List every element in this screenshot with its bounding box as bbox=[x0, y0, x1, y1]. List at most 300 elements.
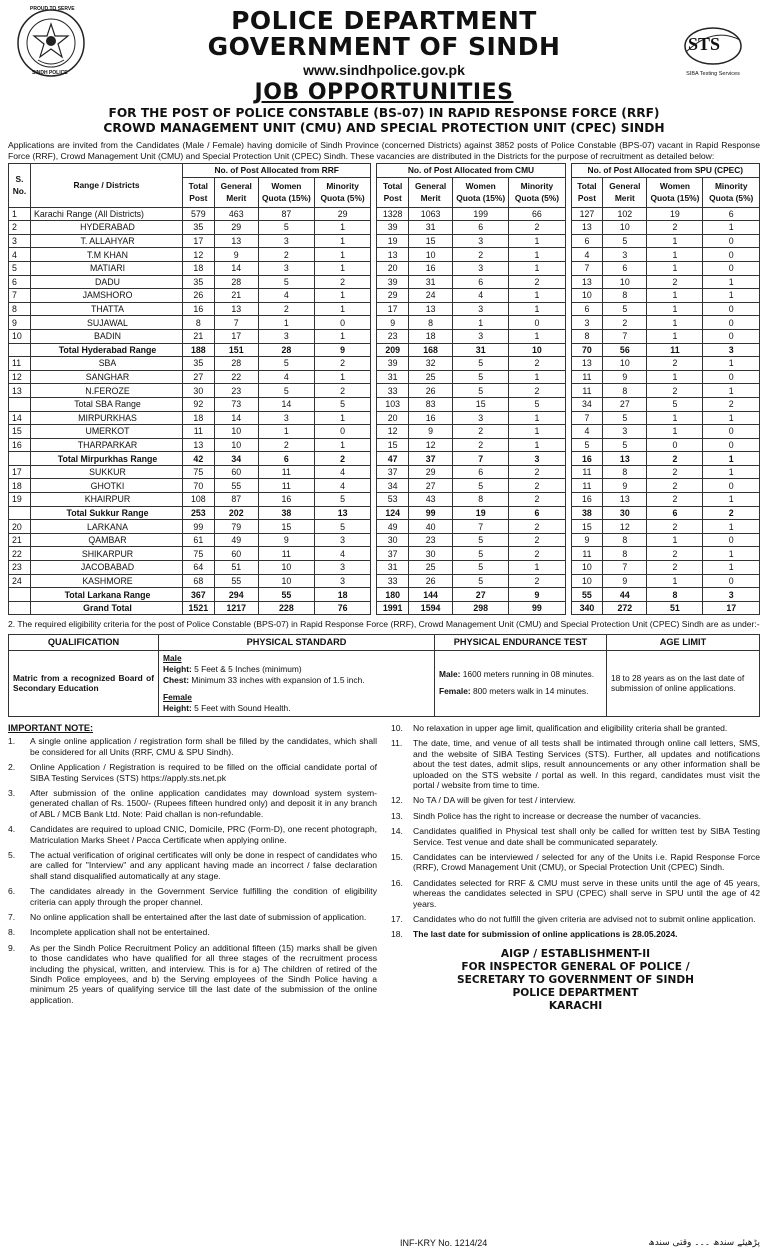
row-range-name: GHOTKI bbox=[31, 479, 183, 493]
group-spu: No. of Post Allocated from SPU (CPEC) bbox=[571, 164, 759, 178]
row-range-name: Grand Total bbox=[31, 601, 183, 615]
row-value: 27 bbox=[408, 479, 452, 493]
row-value: 31 bbox=[453, 343, 509, 357]
row-value: 6 bbox=[258, 452, 314, 466]
row-value: 37 bbox=[377, 547, 409, 561]
row-range-name: SUKKUR bbox=[31, 465, 183, 479]
row-value: 11 bbox=[571, 384, 603, 398]
row-value: 29 bbox=[214, 221, 258, 235]
row-value: 7 bbox=[453, 520, 509, 534]
row-value: 144 bbox=[408, 588, 452, 602]
row-value: 1 bbox=[703, 384, 760, 398]
row-value: 1 bbox=[314, 438, 370, 452]
row-value: 66 bbox=[509, 207, 565, 221]
note-text: No relaxation in upper age limit, qualification and eligibility criteria shall be granted. bbox=[413, 722, 728, 733]
phys-male-chest: Minimum 33 inches with expansion of 1.5 inch. bbox=[191, 674, 365, 685]
row-value: 21 bbox=[214, 289, 258, 303]
row-value: 209 bbox=[377, 343, 409, 357]
row-value: 39 bbox=[377, 357, 409, 371]
row-range-name: T.M KHAN bbox=[31, 248, 183, 262]
note-text: After submission of the online application candidates may download system system-generated challan of Rs. 1500/- (Rupees fifteen hundred only) and deposit it in any branch of ABL / MCB Bank Ltd. Note: Paid challan is non-refundable. bbox=[30, 787, 377, 819]
row-value: 55 bbox=[571, 588, 603, 602]
row-sno: 3 bbox=[9, 234, 31, 248]
row-sno: 5 bbox=[9, 261, 31, 275]
row-value: 16 bbox=[571, 452, 603, 466]
row-value: 28 bbox=[214, 357, 258, 371]
row-value: 39 bbox=[377, 221, 409, 235]
row-value: 6 bbox=[647, 506, 703, 520]
row-value: 26 bbox=[408, 384, 452, 398]
row-value: 272 bbox=[603, 601, 647, 615]
row-range-name: DADU bbox=[31, 275, 183, 289]
table-row bbox=[9, 588, 760, 602]
table-row bbox=[9, 520, 760, 534]
table-row bbox=[9, 302, 760, 316]
row-range-name: Total SBA Range bbox=[31, 397, 183, 411]
row-value: 5 bbox=[258, 221, 314, 235]
table-row bbox=[9, 506, 760, 520]
table-row bbox=[9, 479, 760, 493]
row-value: 49 bbox=[214, 533, 258, 547]
row-value: 11 bbox=[258, 547, 314, 561]
row-value: 2 bbox=[314, 384, 370, 398]
row-value: 0 bbox=[703, 329, 760, 343]
note-item bbox=[8, 762, 377, 783]
row-value: 87 bbox=[258, 207, 314, 221]
row-value: 367 bbox=[183, 588, 215, 602]
row-value: 2 bbox=[647, 221, 703, 235]
row-value: 5 bbox=[603, 302, 647, 316]
row-value: 1 bbox=[647, 411, 703, 425]
row-value: 9 bbox=[314, 343, 370, 357]
row-value: 24 bbox=[408, 289, 452, 303]
note-item bbox=[391, 738, 760, 790]
note-number: 2. bbox=[8, 762, 16, 773]
row-value: 37 bbox=[408, 452, 452, 466]
table-row bbox=[9, 574, 760, 588]
row-value: 6 bbox=[453, 465, 509, 479]
row-value: 13 bbox=[314, 506, 370, 520]
row-value: 180 bbox=[377, 588, 409, 602]
row-value: 127 bbox=[571, 207, 603, 221]
row-value: 11 bbox=[183, 425, 215, 439]
row-value: 1 bbox=[258, 316, 314, 330]
row-value: 10 bbox=[258, 561, 314, 575]
note-number: 9. bbox=[8, 942, 16, 953]
elig-head-qualification: QUALIFICATION bbox=[9, 634, 159, 650]
row-value: 13 bbox=[571, 357, 603, 371]
row-sno: 20 bbox=[9, 520, 31, 534]
row-sno bbox=[9, 601, 31, 615]
row-value: 1991 bbox=[377, 601, 409, 615]
table-row bbox=[9, 547, 760, 561]
row-value: 34 bbox=[377, 479, 409, 493]
row-value: 12 bbox=[603, 520, 647, 534]
row-sno: 1 bbox=[9, 207, 31, 221]
sub-head-cmu-2: Women Quota (15%) bbox=[453, 177, 509, 207]
row-value: 6 bbox=[509, 506, 565, 520]
row-value: 10 bbox=[258, 574, 314, 588]
row-value: 17 bbox=[183, 234, 215, 248]
row-value: 10 bbox=[603, 275, 647, 289]
row-value: 79 bbox=[214, 520, 258, 534]
row-value: 1 bbox=[703, 465, 760, 479]
note-item bbox=[8, 943, 377, 1005]
row-value: 1521 bbox=[183, 601, 215, 615]
row-value: 102 bbox=[603, 207, 647, 221]
row-value: 42 bbox=[183, 452, 215, 466]
row-value: 1 bbox=[647, 248, 703, 262]
emblem-text-bottom: SINDH POLICE bbox=[32, 70, 68, 76]
row-value: 1 bbox=[314, 234, 370, 248]
endur-male: 1600 meters running in 08 minutes. bbox=[462, 669, 595, 680]
row-value: 0 bbox=[314, 425, 370, 439]
row-value: 0 bbox=[703, 302, 760, 316]
row-value: 18 bbox=[183, 411, 215, 425]
row-value: 13 bbox=[571, 275, 603, 289]
row-range-name: Total Sukkur Range bbox=[31, 506, 183, 520]
row-value: 0 bbox=[314, 316, 370, 330]
row-value: 0 bbox=[703, 370, 760, 384]
row-value: 31 bbox=[377, 370, 409, 384]
row-value: 0 bbox=[703, 261, 760, 275]
row-value: 26 bbox=[408, 574, 452, 588]
row-value: 6 bbox=[453, 275, 509, 289]
row-value: 3 bbox=[453, 261, 509, 275]
sub-head-rrf-1: General Merit bbox=[214, 177, 258, 207]
row-value: 2 bbox=[647, 452, 703, 466]
row-range-name: Total Hyderabad Range bbox=[31, 343, 183, 357]
row-value: 5 bbox=[603, 438, 647, 452]
row-value: 2 bbox=[453, 248, 509, 262]
row-value: 13 bbox=[183, 438, 215, 452]
row-value: 5 bbox=[453, 384, 509, 398]
row-value: 5 bbox=[647, 397, 703, 411]
sub-head-cmu-0: Total Post bbox=[377, 177, 409, 207]
row-value: 9 bbox=[258, 533, 314, 547]
row-value: 8 bbox=[603, 289, 647, 303]
row-value: 5 bbox=[258, 357, 314, 371]
row-value: 35 bbox=[183, 275, 215, 289]
row-value: 8 bbox=[183, 316, 215, 330]
row-value: 23 bbox=[408, 533, 452, 547]
row-value: 10 bbox=[214, 425, 258, 439]
row-value: 33 bbox=[377, 574, 409, 588]
row-value: 2 bbox=[258, 248, 314, 262]
row-value: 1 bbox=[509, 248, 565, 262]
row-value: 12 bbox=[183, 248, 215, 262]
row-sno: 16 bbox=[9, 438, 31, 452]
row-range-name: THATTA bbox=[31, 302, 183, 316]
footer bbox=[400, 1238, 760, 1248]
row-value: 1 bbox=[703, 452, 760, 466]
row-value: 9 bbox=[571, 533, 603, 547]
note-item bbox=[391, 914, 760, 924]
row-range-name: Karachi Range (All Districts) bbox=[31, 207, 183, 221]
row-value: 12 bbox=[408, 438, 452, 452]
row-value: 2 bbox=[258, 438, 314, 452]
row-value: 3 bbox=[603, 425, 647, 439]
elig-head-physical: PHYSICAL STANDARD bbox=[159, 634, 435, 650]
row-value: 25 bbox=[408, 370, 452, 384]
note-text: As per the Sindh Police Recruitment Policy an additional fifteen (15) marks shall be given to those candidates who have qualified for all three stages of the recruitment process including the physical, written, and interview. This is for a) The children of retired of the Sindh Police employees, and b) the Serving employees of the Sindh Police having a minimum 25 years of qualifying service till the last date of the submission of the online application. bbox=[30, 942, 377, 1005]
note-text: The actual verification of original certificates will only be done in respect of candidates who are called for "Interview" and any applicant having made an incorrect / false declaration shall stand disqualified automatically at any stage. bbox=[30, 849, 377, 881]
row-value: 7 bbox=[571, 411, 603, 425]
row-value: 35 bbox=[183, 221, 215, 235]
row-value: 5 bbox=[453, 574, 509, 588]
row-value: 3 bbox=[453, 234, 509, 248]
row-value: 4 bbox=[258, 289, 314, 303]
row-value: 3 bbox=[453, 302, 509, 316]
reference-number: INF-KRY No. 1214/24 bbox=[400, 1238, 488, 1248]
col-range: Range / Districts bbox=[31, 164, 183, 208]
note-item bbox=[391, 826, 760, 847]
row-value: 23 bbox=[214, 384, 258, 398]
row-value: 8 bbox=[603, 533, 647, 547]
row-range-name: MIRPURKHAS bbox=[31, 411, 183, 425]
row-value: 1 bbox=[509, 370, 565, 384]
row-value: 5 bbox=[603, 411, 647, 425]
row-range-name: BADIN bbox=[31, 329, 183, 343]
elig-head-age: AGE LIMIT bbox=[607, 634, 760, 650]
row-value: 11 bbox=[571, 547, 603, 561]
row-value: 1 bbox=[314, 302, 370, 316]
row-value: 34 bbox=[571, 397, 603, 411]
sub-head-cmu-3: Minority Quota (5%) bbox=[509, 177, 565, 207]
row-value: 1 bbox=[314, 329, 370, 343]
row-value: 1 bbox=[647, 533, 703, 547]
row-value: 0 bbox=[647, 438, 703, 452]
row-value: 0 bbox=[703, 438, 760, 452]
row-sno: 14 bbox=[9, 411, 31, 425]
row-value: 2 bbox=[703, 397, 760, 411]
row-value: 1 bbox=[647, 329, 703, 343]
row-value: 2 bbox=[453, 425, 509, 439]
table-row bbox=[9, 207, 760, 221]
row-value: 11 bbox=[258, 479, 314, 493]
table-row bbox=[9, 397, 760, 411]
intro-paragraph: Applications are invited from the Candidates (Male / Female) having domicile of Sindh Province (concerned Districts) against 3852 posts of Police Constable (BPS-07) vacant in Rapid Response Force (RRF), Crowd Management Unit (CMU) and Special Protection Unit (CPEC) Sindh. These vacancies are distributed in the Districts for the purpose of recruitment as detailed below: bbox=[8, 140, 760, 161]
note-text: The date, time, and venue of all tests shall be intimated through online call letters, SMS, and the website of SIBA Testing Services (STS). Further, all updates and notifications about the test dates, admit slips, result announcements or any other information shall be uploaded on the STS website / portal as well. In this regard, candidates must visit the portal / website from time to time. bbox=[413, 738, 760, 790]
row-value: 19 bbox=[647, 207, 703, 221]
row-value: 5 bbox=[314, 493, 370, 507]
row-value: 2 bbox=[703, 506, 760, 520]
row-sno: 17 bbox=[9, 465, 31, 479]
row-value: 12 bbox=[377, 425, 409, 439]
note-item bbox=[391, 852, 760, 873]
row-range-name: HYDERABAD bbox=[31, 221, 183, 235]
phys-height-label-female: Height: bbox=[163, 702, 192, 713]
row-value: 8 bbox=[408, 316, 452, 330]
signature-block bbox=[391, 948, 760, 1013]
row-value: 1 bbox=[647, 316, 703, 330]
note-item bbox=[391, 723, 760, 733]
row-value: 2 bbox=[509, 547, 565, 561]
note-number: 14. bbox=[391, 826, 403, 837]
important-notes bbox=[8, 723, 760, 1013]
note-item bbox=[391, 878, 760, 909]
row-value: 38 bbox=[258, 506, 314, 520]
sub-head-spu-3: Minority Quota (5%) bbox=[703, 177, 760, 207]
row-value: 28 bbox=[258, 343, 314, 357]
row-value: 27 bbox=[603, 397, 647, 411]
row-sno: 11 bbox=[9, 357, 31, 371]
row-value: 1 bbox=[703, 561, 760, 575]
row-value: 5 bbox=[453, 370, 509, 384]
note-number: 3. bbox=[8, 787, 16, 798]
table-row bbox=[9, 438, 760, 452]
emblem-text-top: PROUD TO SERVE bbox=[30, 6, 75, 12]
row-value: 0 bbox=[703, 533, 760, 547]
row-value: 2 bbox=[314, 275, 370, 289]
table-row bbox=[9, 452, 760, 466]
table-row bbox=[9, 316, 760, 330]
row-value: 1 bbox=[647, 370, 703, 384]
table-row bbox=[9, 601, 760, 615]
row-value: 31 bbox=[408, 221, 452, 235]
row-value: 1 bbox=[703, 547, 760, 561]
row-value: 10 bbox=[509, 343, 565, 357]
elig-qualification: Matric from a recognized Board of Secondary Education bbox=[9, 650, 159, 716]
row-value: 298 bbox=[453, 601, 509, 615]
row-value: 2 bbox=[647, 479, 703, 493]
row-sno: 24 bbox=[9, 574, 31, 588]
row-value: 70 bbox=[183, 479, 215, 493]
row-value: 5 bbox=[453, 561, 509, 575]
group-cmu: No. of Post Allocated from CMU bbox=[377, 164, 565, 178]
row-value: 30 bbox=[377, 533, 409, 547]
row-value: 7 bbox=[603, 561, 647, 575]
note-number: 5. bbox=[8, 849, 16, 860]
row-value: 13 bbox=[408, 302, 452, 316]
note-number: 15. bbox=[391, 851, 403, 862]
government-title: GOVERNMENT OF SINDH bbox=[207, 32, 561, 61]
row-value: 7 bbox=[571, 261, 603, 275]
row-value: 35 bbox=[183, 357, 215, 371]
row-range-name: SUJAWAL bbox=[31, 316, 183, 330]
row-value: 1 bbox=[509, 261, 565, 275]
row-sno: 2 bbox=[9, 221, 31, 235]
post-title bbox=[8, 106, 760, 136]
row-value: 49 bbox=[377, 520, 409, 534]
row-value: 3 bbox=[258, 329, 314, 343]
row-value: 4 bbox=[571, 248, 603, 262]
row-value: 6 bbox=[603, 261, 647, 275]
row-value: 9 bbox=[509, 588, 565, 602]
row-value: 5 bbox=[258, 275, 314, 289]
row-value: 5 bbox=[314, 397, 370, 411]
row-value: 2 bbox=[509, 357, 565, 371]
row-range-name: UMERKOT bbox=[31, 425, 183, 439]
row-value: 1 bbox=[314, 289, 370, 303]
table-row bbox=[9, 343, 760, 357]
row-value: 1 bbox=[314, 370, 370, 384]
row-value: 51 bbox=[214, 561, 258, 575]
row-value: 3 bbox=[314, 574, 370, 588]
col-sno: S. No. bbox=[9, 164, 31, 208]
row-value: 202 bbox=[214, 506, 258, 520]
row-value: 10 bbox=[571, 289, 603, 303]
row-value: 0 bbox=[509, 316, 565, 330]
row-value: 28 bbox=[214, 275, 258, 289]
row-value: 17 bbox=[703, 601, 760, 615]
row-value: 15 bbox=[571, 520, 603, 534]
row-range-name: SANGHAR bbox=[31, 370, 183, 384]
elig-endurance bbox=[435, 650, 607, 716]
note-number: 18. bbox=[391, 929, 403, 940]
phys-male-label: Male bbox=[163, 652, 182, 663]
row-range-name: N.FEROZE bbox=[31, 384, 183, 398]
signature-line2: FOR INSPECTOR GENERAL OF POLICE / bbox=[461, 960, 690, 973]
row-range-name: T. ALLAHYAR bbox=[31, 234, 183, 248]
row-value: 1 bbox=[647, 289, 703, 303]
row-value: 2 bbox=[647, 275, 703, 289]
row-value: 15 bbox=[377, 438, 409, 452]
note-number: 11. bbox=[391, 738, 403, 749]
row-value: 61 bbox=[183, 533, 215, 547]
row-value: 10 bbox=[603, 357, 647, 371]
row-value: 10 bbox=[603, 221, 647, 235]
table-row bbox=[9, 357, 760, 371]
row-value: 3 bbox=[703, 588, 760, 602]
row-value: 2 bbox=[647, 561, 703, 575]
note-number: 16. bbox=[391, 877, 403, 888]
row-sno: 12 bbox=[9, 370, 31, 384]
row-value: 1 bbox=[258, 425, 314, 439]
row-value: 3 bbox=[453, 329, 509, 343]
signature-line1: AIGP / ESTABLISHMENT-II bbox=[500, 947, 651, 960]
row-sno: 13 bbox=[9, 384, 31, 398]
row-value: 14 bbox=[214, 261, 258, 275]
note-text: No online application shall be entertained after the last date of submission of application. bbox=[30, 912, 367, 922]
row-value: 5 bbox=[571, 438, 603, 452]
elig-age: 18 to 28 years as on the last date of submission of online applications. bbox=[607, 650, 760, 716]
row-value: 76 bbox=[314, 601, 370, 615]
sindh-police-emblem-icon bbox=[16, 8, 86, 78]
table-row bbox=[9, 425, 760, 439]
row-value: 13 bbox=[603, 452, 647, 466]
phys-chest-label: Chest: bbox=[163, 674, 190, 685]
row-range-name: KHAIRPUR bbox=[31, 493, 183, 507]
row-value: 60 bbox=[214, 465, 258, 479]
row-value: 1 bbox=[703, 221, 760, 235]
row-value: 2 bbox=[647, 493, 703, 507]
row-value: 3 bbox=[258, 234, 314, 248]
row-value: 1 bbox=[703, 275, 760, 289]
row-value: 29 bbox=[408, 465, 452, 479]
row-value: 5 bbox=[603, 234, 647, 248]
row-value: 43 bbox=[408, 493, 452, 507]
row-sno: 18 bbox=[9, 479, 31, 493]
table-row bbox=[9, 289, 760, 303]
row-value: 37 bbox=[377, 465, 409, 479]
row-sno bbox=[9, 452, 31, 466]
row-value: 6 bbox=[571, 302, 603, 316]
row-value: 2 bbox=[509, 533, 565, 547]
row-value: 5 bbox=[453, 357, 509, 371]
eligibility-table bbox=[8, 634, 760, 717]
row-value: 87 bbox=[214, 493, 258, 507]
row-value: 21 bbox=[183, 329, 215, 343]
row-value: 2 bbox=[258, 302, 314, 316]
row-value: 4 bbox=[258, 370, 314, 384]
note-item bbox=[8, 788, 377, 819]
row-value: 10 bbox=[214, 438, 258, 452]
row-value: 1 bbox=[647, 234, 703, 248]
row-range-name: SBA bbox=[31, 357, 183, 371]
row-value: 4 bbox=[314, 465, 370, 479]
note-text: Candidates are required to upload CNIC, Domicile, PRC (Form-D), one recent photograph, Matriculation Marks Sheet / Pacca Certificate when applying online. bbox=[30, 824, 377, 845]
